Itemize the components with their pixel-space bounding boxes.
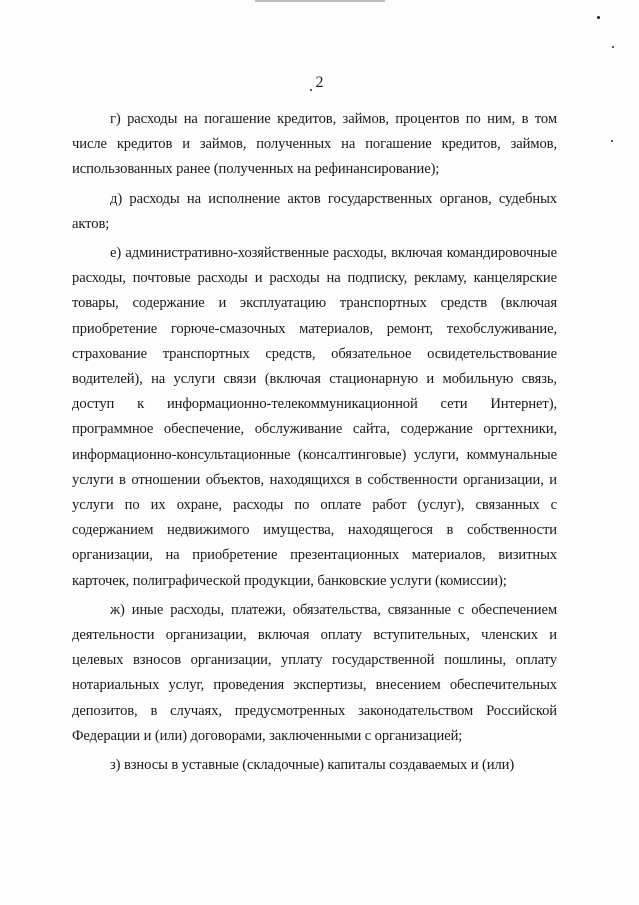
paragraph-g: г) расходы на погашение кредитов, займов, процентов по ним, в том числе кредитов и займов, полученных на погашение кредитов, займов, использованных ранее (полученных на рефинансирование); xyxy=(72,111,557,178)
scan-speck xyxy=(612,46,614,48)
paragraph-e: е) административно-хозяйственные расходы, включая командировочные расходы, почтовые расходы и расходы на подписку, рекламу, канцелярские товары, содержание и эксплуатацию транспортных средств (включая приобретение горюче-смазочных материалов, ремонт, техобслуживание, страхование транспортных средств, обязательное освидетельствование водителей), на услуги связи (включая стационарную и мобильную связь, доступ к информационно-телекоммуникационной сети Интернет), программное обеспечение, обслуживание сайта, содержание оргтехники, информационно-консультационные (консалтинговые) услуги, коммунальные услуги в отношении объектов, находящихся в собственности организации, и услуги по их охране, расходы по оплате работ (услуг), связанных с содержанием недвижимого имущества, находящегося в собственности организации, на приобретение презентационных материалов, визитных карточек, полиграфической продукции, банковские услуги (комиссии); xyxy=(72,245,557,589)
scan-speck xyxy=(611,140,613,142)
paragraph-z: з) взносы в уставные (складочные) капиталы создаваемых и (или) xyxy=(110,757,515,774)
scan-edge-line xyxy=(255,0,385,2)
page-number: 2 xyxy=(315,74,324,91)
scan-speck xyxy=(597,16,600,19)
paragraph-d: д) расходы на исполнение актов государственных органов, судебных актов; xyxy=(72,190,557,232)
paragraph-zh: ж) иные расходы, платежи, обязательства, связанные с обеспечением деятельности организации, включая оплату вступительных, членских и целевых взносов организации, уплату государственной пошлины, оплату нотариальных услуг, проведения экспертизы, внесением обеспечительных депозитов, в случаях, предусмотренных законодательством Российской Федерации и (или) договорами, заключенными с организацией; xyxy=(72,601,557,744)
document-body xyxy=(72,107,557,782)
